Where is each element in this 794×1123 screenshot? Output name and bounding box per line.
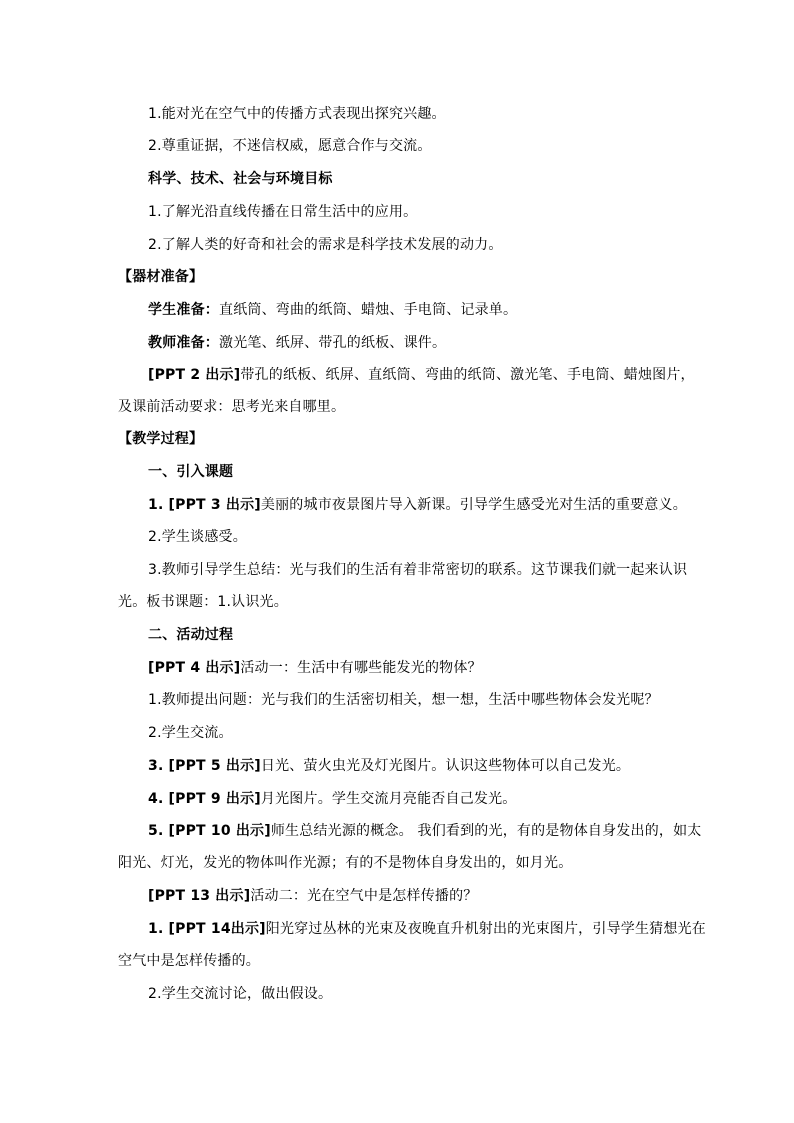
activity-two-step-1	[148, 920, 706, 938]
ppt2-label: [PPT 2 出示]	[148, 367, 241, 383]
ppt10-text: 师生总结光源的概念。 我们看到的光，有的是物体自身发出的，如太	[270, 823, 702, 839]
activity-two-step-2: 2.学生交流讨论，做出假设。	[148, 986, 333, 1002]
subheading-activity: 二、活动过程	[148, 627, 234, 643]
ppt3-text: 美丽的城市夜景图片导入新课。引导学生感受光对生活的重要意义。	[260, 497, 687, 513]
activity-one-step-4	[148, 790, 517, 808]
section-heading-materials: 【器材准备】	[118, 269, 204, 285]
subheading-intro: 一、引入课题	[148, 464, 234, 480]
intro-step-1	[148, 496, 687, 514]
student-materials-text: 直纸筒、弯曲的纸筒、蜡烛、手电筒、记录单。	[219, 302, 518, 318]
ppt13-text: 活动二：光在空气中是怎样传播的？	[250, 888, 478, 904]
ppt9-label: 4. [PPT 9 出示]	[148, 791, 261, 807]
ppt9-text: 月光图片。学生交流月亮能否自己发光。	[260, 791, 517, 807]
activity-one-step-5-cont: 阳光、灯光，发光的物体叫作光源；有的不是物体自身发出的，如月光。	[118, 855, 573, 871]
ppt5-label: 3. [PPT 5 出示]	[148, 758, 261, 774]
activity-one-title	[148, 659, 482, 677]
ppt14-text: 阳光穿过丛林的光束及夜晚直升机射出的光束图片，引导学生猜想光在	[265, 921, 706, 937]
activity-two-step-1-cont: 空气中是怎样传播的。	[118, 953, 260, 969]
ppt10-label: 5. [PPT 10 出示]	[148, 823, 271, 839]
sts-goal-line-1: 1.了解光沿直线传播在日常生活中的应用。	[148, 204, 418, 220]
ppt3-label: 1. [PPT 3 出示]	[148, 497, 261, 513]
ppt14-label: 1. [PPT 14出示]	[148, 921, 266, 937]
student-materials	[148, 301, 517, 319]
ppt4-text: 活动一：生活中有哪些能发光的物体？	[240, 660, 482, 676]
intro-step-3-cont: 光。板书课题：1.认识光。	[118, 594, 288, 610]
intro-step-3: 3.教师引导学生总结：光与我们的生活有着非常密切的联系。这节课我们就一起来认识	[148, 562, 688, 578]
goal-line-2: 2.尊重证据，不迷信权威，愿意合作与交流。	[148, 138, 432, 154]
ppt4-label: [PPT 4 出示]	[148, 660, 241, 676]
activity-one-step-5	[148, 822, 702, 840]
student-materials-label: 学生准备：	[148, 302, 219, 318]
ppt2-line-cont: 及课前活动要求：思考光来自哪里。	[118, 399, 346, 415]
teacher-materials-label: 教师准备：	[148, 335, 219, 351]
activity-one-step-3	[148, 757, 630, 775]
ppt5-text: 日光、萤火虫光及灯光图片。认识这些物体可以自己发光。	[260, 758, 631, 774]
section-heading-sts-goals: 科学、技术、社会与环境目标	[148, 171, 333, 187]
activity-one-step-1: 1.教师提出问题：光与我们的生活密切相关，想一想，生活中哪些物体会发光呢？	[148, 692, 659, 708]
section-heading-process: 【教学过程】	[118, 431, 204, 447]
sts-goal-line-2: 2.了解人类的好奇和社会的需求是科学技术发展的动力。	[148, 237, 503, 253]
teacher-materials-text: 激光笔、纸屏、带孔的纸板、课件。	[219, 335, 447, 351]
teacher-materials	[148, 334, 446, 352]
ppt2-line	[148, 366, 695, 384]
intro-step-2: 2.学生谈感受。	[148, 529, 247, 545]
ppt13-label: [PPT 13 出示]	[148, 888, 251, 904]
ppt2-text: 带孔的纸板、纸屏、直纸筒、弯曲的纸筒、激光笔、手电筒、蜡烛图片，	[240, 367, 695, 383]
goal-line-1: 1.能对光在空气中的传播方式表现出探究兴趣。	[148, 106, 446, 122]
activity-two-title	[148, 887, 478, 905]
activity-one-step-2: 2.学生交流。	[148, 725, 233, 741]
